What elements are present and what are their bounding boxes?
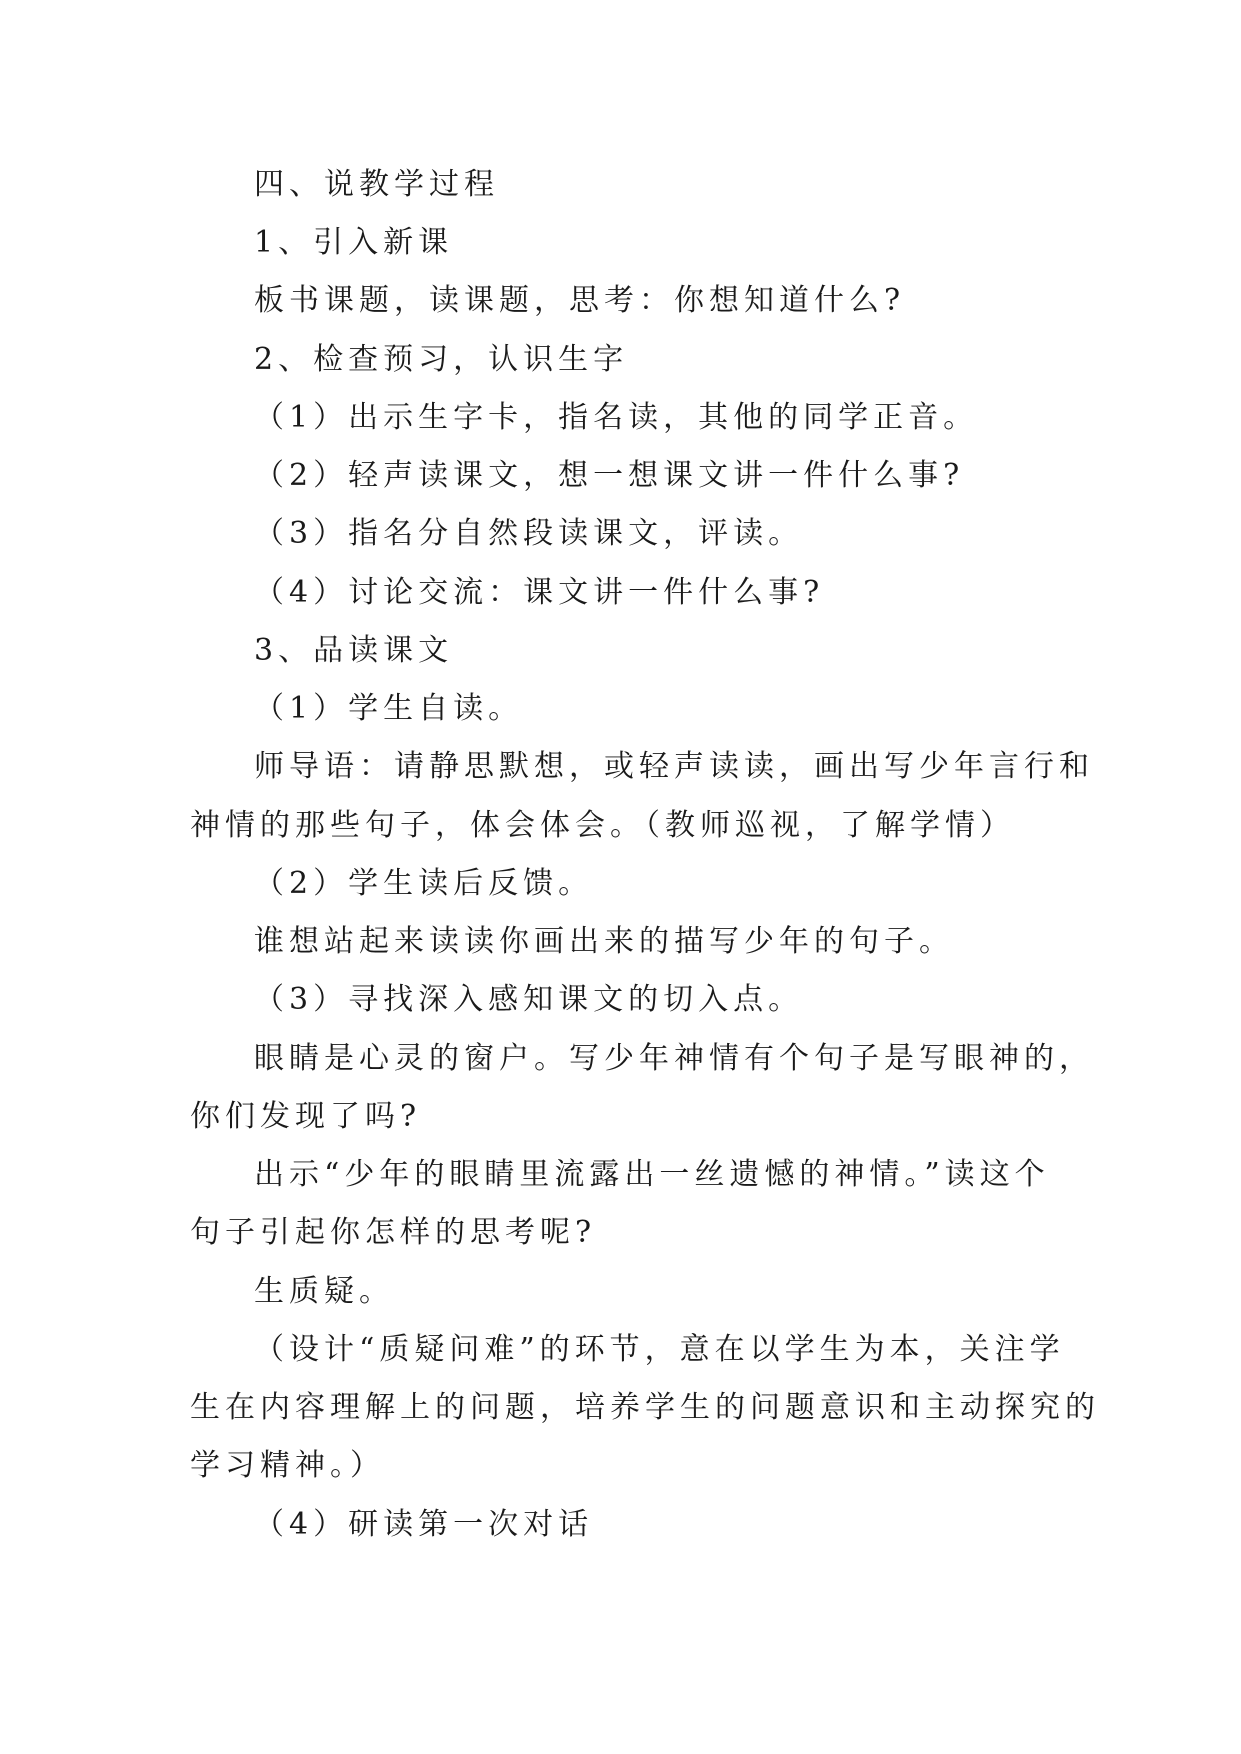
paragraph-continuation: 句子引起你怎样的思考呢? [190, 1215, 597, 1250]
subheading: 3、品读课文 [254, 633, 454, 668]
list-item: （2）轻声读课文，想一想课文讲一件什么事? [254, 458, 965, 493]
paragraph-continuation: 学习精神。） [190, 1448, 385, 1483]
paragraph-continuation: 生在内容理解上的问题，培养学生的问题意识和主动探究的 [190, 1390, 1100, 1425]
subheading: 2、检查预习，认识生字 [254, 342, 629, 377]
list-item: （2）学生读后反馈。 [254, 866, 594, 901]
paragraph: （设计“质疑问难”的环节，意在以学生为本，关注学 [254, 1332, 1065, 1367]
paragraph: 谁想站起来读读你画出来的描写少年的句子。 [254, 924, 954, 959]
list-item: （3）指名分自然段读课文，评读。 [254, 516, 804, 551]
list-item: （4）研读第一次对话 [254, 1507, 594, 1542]
section-heading: 四、说教学过程 [254, 167, 499, 202]
paragraph: 板书课题，读课题，思考：你想知道什么? [254, 283, 906, 318]
paragraph: 师导语：请静思默想，或轻声读读，画出写少年言行和 [254, 749, 1094, 784]
paragraph: 眼睛是心灵的窗户。写少年神情有个句子是写眼神的， [254, 1041, 1094, 1076]
paragraph-continuation: 神情的那些句子，体会体会。（教师巡视，了解学情） [190, 808, 1015, 843]
list-item: （1）出示生字卡，指名读，其他的同学正音。 [254, 400, 979, 435]
paragraph: 出示“少年的眼睛里流露出一丝遗憾的神情。”读这个 [254, 1157, 1050, 1192]
list-item: （4）讨论交流：课文讲一件什么事? [254, 575, 825, 610]
list-item: （3）寻找深入感知课文的切入点。 [254, 982, 804, 1017]
paragraph: 生质疑。 [254, 1274, 394, 1309]
subheading: 1、引入新课 [254, 225, 454, 260]
paragraph-continuation: 你们发现了吗? [190, 1099, 422, 1134]
list-item: （1）学生自读。 [254, 691, 524, 726]
